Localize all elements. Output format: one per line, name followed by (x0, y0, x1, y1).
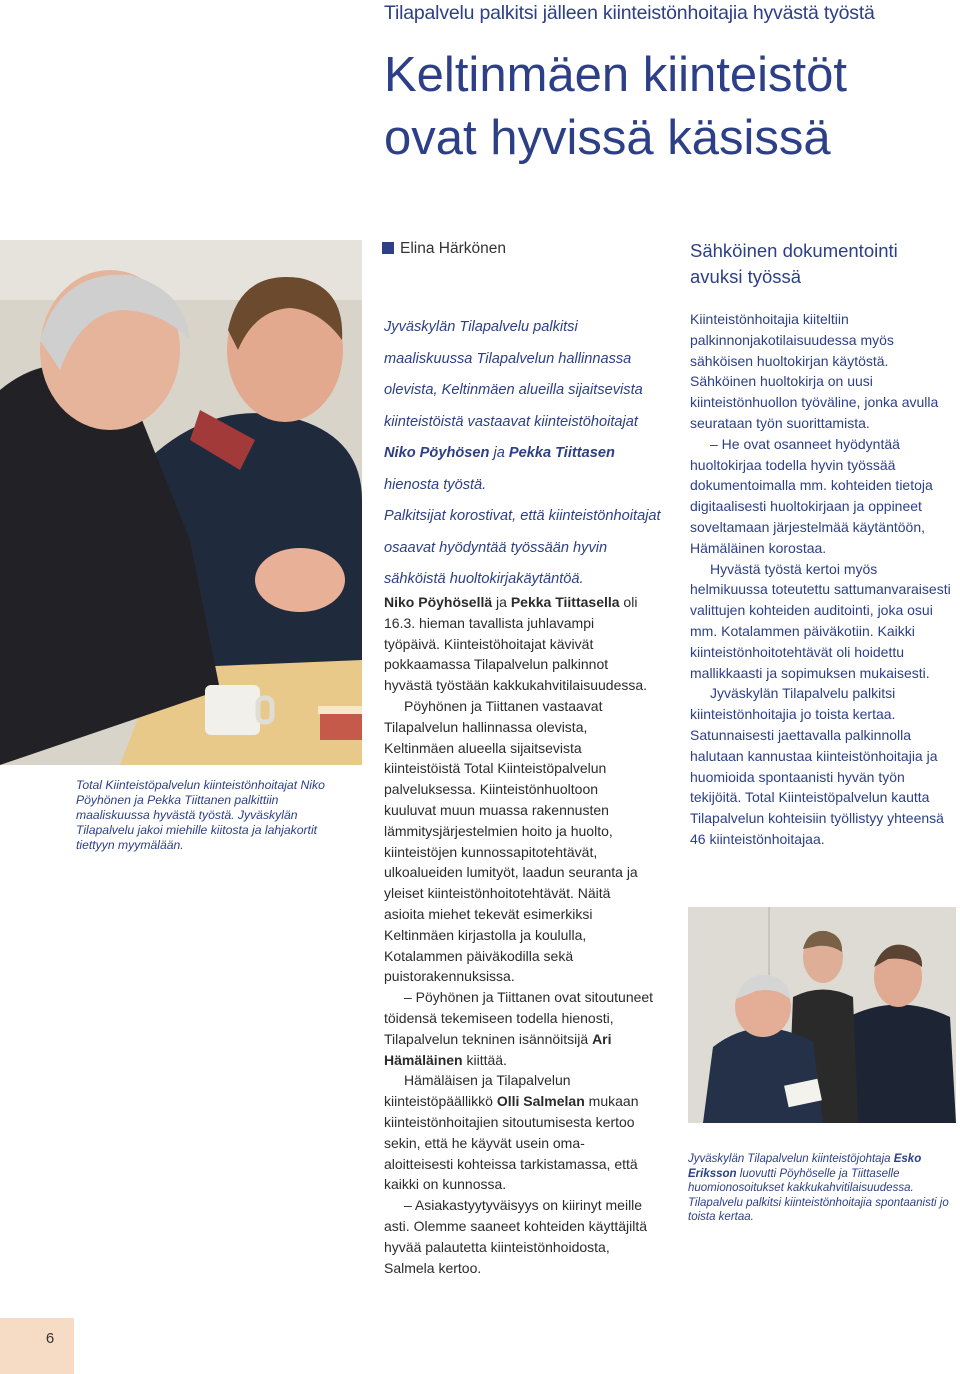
body-text: kiittää. (462, 1051, 507, 1068)
lead-p1 (384, 312, 666, 501)
body-text: oli 16.3. hieman tavallista juhlavampi työpäivä. Kiinteistöhoitajat kävivät pokkaamassa Tilapalvelun palkinnot hyvästä työstään kakkukahvitilaisuudessa. (384, 594, 648, 694)
body-text: mukaan kiinteistönhoitajien sitoutumisesta kertoo sekin, että he käyvät usein oma-aloitteisesti kohteissa tarkistamassa, että kaikki on kunnossa. (384, 1093, 639, 1193)
body-paragraph: Hyvästä työstä kertoi myös helmikuussa toteutettu sattumanvaraisesti valittujen kohteiden auditointi, joka osui mm. Kotalammen päiväkotiin. Kaikki kiinteistönhoitotehtävät oli hoidettu mallikkaasti ja sopimuksen mukaisesti. (690, 560, 951, 681)
page-number: 6 (45, 1330, 55, 1347)
lead-text: Jyväskylän Tilapalvelu palkitsi maaliskuussa Tilapalvelun hallinnassa olevista, Keltinmäen alueilla sijaitsevista kiinteistöistä vastaavat kiinteistöhoitajat (384, 319, 643, 430)
person-name: Ari Hämäläinen (384, 1030, 612, 1068)
section-subheading: Sähköinen dokumentointi avuksi työssä (690, 240, 898, 287)
person-name: Olli Salmelan (496, 1093, 585, 1110)
lead-text: ja (489, 445, 509, 461)
photo-award-handover (688, 907, 956, 1123)
lead-text: hienosta työstä. (384, 476, 487, 493)
body-column-middle (384, 592, 654, 1278)
body-paragraph (384, 592, 654, 696)
body-paragraph: – He ovat osanneet hyödyntää huoltokirjaa todella hyvin työssää dokumentoimalla mm. kohteiden tietoja digitaalisesti huoltokirjaan ja oppineet soveltamaan järjestelmää käytäntöön, Hämäläinen korostaa. (690, 435, 933, 556)
body-text: ja (492, 594, 511, 610)
body-paragraph: Pöyhönen ja Tiittanen vastaavat Tilapalvelun hallinnassa olevista, Keltinmäen alueella sijaitsevista kiinteistöistä Total Kiinteistöpalvelun palveluksessa. Kiinteistönhuoltoon kuuluvat muun muassa rakennusten lämmitysjärjestelmien hoito ja huolto, kiinteistöjen kunnossapitotehtävät, ulkoalueiden lumityöt, laadun seuranta ja yleiset kiinteistönhoitotehtävät. Näitä asioita miehet tekevät esimerkiksi Keltinmäen kirjastolla ja koululla, Kotalammen päiväkodilla sekä puistorakennuksissa. (384, 697, 638, 985)
photo-left-caption: Total Kiinteistöpalvelun kiinteistönhoitajat Niko Pöyhönen ja Pekka Tiittanen palkittiin maaliskuussa hyvästä työstä. Jyväskylän Tilapalvelu jakoi miehille kiitosta ja lahjakortit tiettyyn myymälään. (76, 778, 325, 852)
body-paragraph: Kiinteistönhoitajia kiiteltiin palkinnonjakotilaisuudessa myös sähköisen huoltokirjan käytöstä. Sähköinen huoltokirja on uusi kiinteistönhuollon työväline, jonka avulla seurataan työn suorittamista. (690, 311, 939, 431)
lead-paragraph (384, 312, 666, 596)
person-name: Pekka Tiittasella (510, 594, 620, 610)
byline-author: Elina Härkönen (400, 240, 506, 257)
person-name: Niko Pöyhösellä (384, 594, 493, 610)
article-kicker: Tilapalvelu palkitsi jälleen kiinteistönhoitajia hyvästä työstä (384, 2, 875, 24)
byline (382, 240, 506, 258)
caption-text: Jyväskylän Tilapalvelun kiinteistöjohtaja (688, 1153, 894, 1165)
body-paragraph (384, 1070, 654, 1195)
headline-line-2: ovat hyvissä käsissä (384, 110, 831, 165)
body-paragraph (384, 987, 654, 1070)
lead-p2: Palkitsijat korostivat, että kiinteistönhoitajat osaavat hyödyntää työssään hyvin sähköistä huoltokirjakäytäntöä. (384, 508, 661, 587)
body-text: – Pöyhönen ja Tiittanen ovat sitoutuneet töidensä tekemiseen todella hienosti, Tilapalvelun tekninen isännöitsijä (384, 989, 654, 1047)
photo-right-caption (688, 1152, 958, 1225)
headline-line-1: Keltinmäen kiinteistöt (384, 48, 848, 102)
body-paragraph: Jyväskylän Tilapalvelu palkitsi kiinteistönhoitajia jo toista kertaa. Satunnaisesti jaettavalla palkinnolla halutaan kannustaa kiinteistönhoitajia ja huomioida spontaanisti hyvän työn tekijöitä. Total Kiinteistöpalvelun kautta Tilapalvelun kohteisiin työllistyy yhteensä 46 kiinteistönhoitajaa. (690, 685, 944, 847)
photo-award-recipients (0, 240, 362, 765)
caption-text: luovutti Pöyhöselle ja Tiittaselle huomionosoitukset kakkukahvitilaisuudessa. Tilapalvelu palkitsi kiinteistönhoitajia spontaanisti jo toista kertaa. (688, 1167, 949, 1223)
body-column-right (690, 309, 952, 850)
article-headline (384, 44, 954, 169)
byline-square-icon (382, 242, 394, 254)
person-name: Esko Eriksson (688, 1153, 922, 1180)
lead-name: Niko Pöyhösen (384, 445, 490, 461)
body-paragraph: – Asiakastyytyväisyys on kiirinyt meille asti. Olemme saaneet kohteiden käyttäjiltä hyvää palautetta kiinteistönhoidosta, Salmela kertoo. (384, 1197, 648, 1276)
lead-name: Pekka Tiittasen (508, 445, 615, 461)
body-text: Hämäläisen ja Tilapalvelun kiinteistöpäällikkö (384, 1072, 571, 1110)
